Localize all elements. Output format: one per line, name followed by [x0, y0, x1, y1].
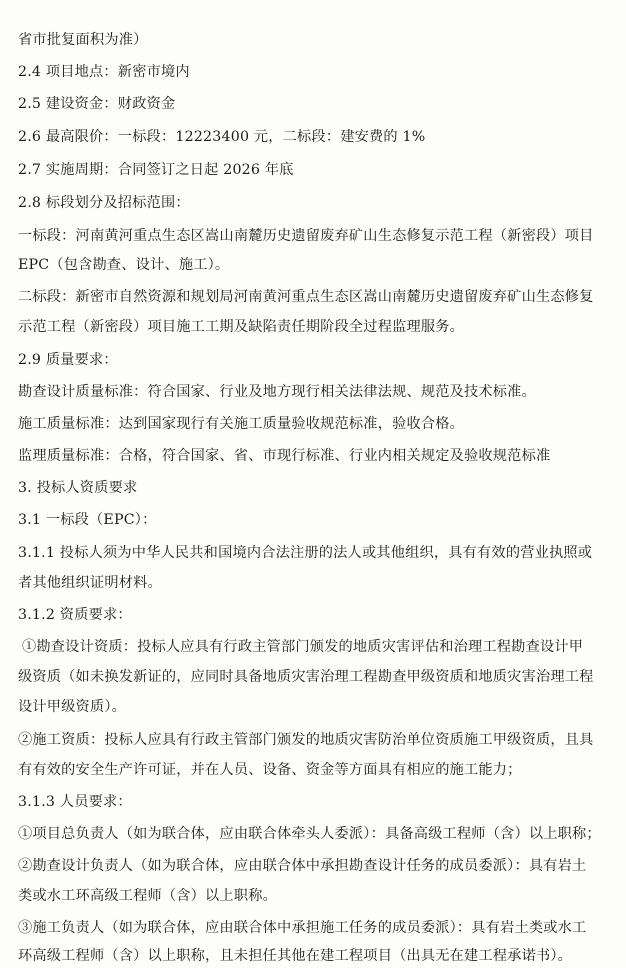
text-line: 一标段：河南黄河重点生态区嵩山南麓历史遗留废弃矿山生态修复示范工程（新密段）项目 [18, 228, 594, 244]
text-line: 设计甲级资质）。 [18, 699, 127, 715]
text-line: 2.4 项目地点：新密市境内 [18, 64, 190, 80]
text-line: 勘查设计质量标准：符合国家、行业及地方现行相关法律法规、规范及技术标准。 [18, 384, 536, 400]
text-line: 环高级工程师（含）以上职称，且未担任其他在建工程项目（出具无在建工程承诺书）。 [18, 948, 573, 964]
text-line: 施工质量标准：达到国家现行有关施工质量验收规范标准，验收合格。 [18, 416, 465, 432]
text-line: 2.5 建设资金：财政资金 [18, 96, 176, 112]
text-line: 类或水工环高级工程师（含）以上职称。 [18, 888, 277, 904]
text-line: 者其他组织证明材料。 [18, 575, 162, 591]
text-line: ①项目总负责人（如为联合体，应由联合体牵头人委派）：具备高级工程师（含）以上职称； [18, 826, 601, 842]
text-line: 省市批复面积为准） [18, 32, 148, 48]
text-line: ②施工资质：投标人应具有行政主管部门颁发的地质灾害防治单位资质施工甲级资质，且具 [18, 732, 594, 748]
text-line: 3.1.2 资质要求： [18, 607, 132, 623]
text-line: 3.1.3 人员要求： [18, 794, 132, 810]
text-line: 3. 投标人资质要求 [18, 480, 138, 496]
text-line: 3.1.1 投标人须为中华人民共和国境内合法注册的法人或其他组织，具有有效的营业执照或 [18, 545, 593, 561]
text-line: 有有效的安全生产许可证，并在人员、设备、资金等方面具有相应的施工能力； [18, 762, 522, 778]
text-line: 2.9 质量要求： [18, 352, 118, 368]
text-line: EPC（包含勘查、设计、施工）。 [18, 257, 230, 273]
text-line: 3.1 一标段（EPC）： [18, 512, 157, 528]
text-line: ①勘查设计资质：投标人应具有行政主管部门颁发的地质灾害评估和治理工程勘查设计甲 [22, 639, 584, 655]
text-line: 级资质（如未换发新证的，应同时具备地质灾害治理工程勘查甲级资质和地质灾害治理工程 [18, 669, 594, 685]
text-line: 示范工程（新密段）项目施工工期及缺陷责任期阶段全过程监理服务。 [18, 319, 465, 335]
text-line: 监理质量标准：合格，符合国家、省、市现行标准、行业内相关规定及验收规范标准 [18, 448, 551, 464]
text-line: 2.7 实施周期：合同签订之日起 2026 年底 [18, 162, 294, 178]
text-line: 2.8 标段划分及招标范围： [18, 195, 190, 211]
text-line: 二标段：新密市自然资源和规划局河南黄河重点生态区嵩山南麓历史遗留废弃矿山生态修复 [18, 289, 594, 305]
text-line: ②勘查设计负责人（如为联合体，应由联合体中承担勘查设计任务的成员委派）：具有岩土 [18, 858, 587, 874]
text-line: 2.6 最高限价：一标段：12223400 元，二标段：建安费的 1% [18, 129, 426, 145]
text-line: ③施工负责人（如为联合体，应由联合体中承担施工任务的成员委派）：具有岩土类或水工 [18, 920, 587, 936]
